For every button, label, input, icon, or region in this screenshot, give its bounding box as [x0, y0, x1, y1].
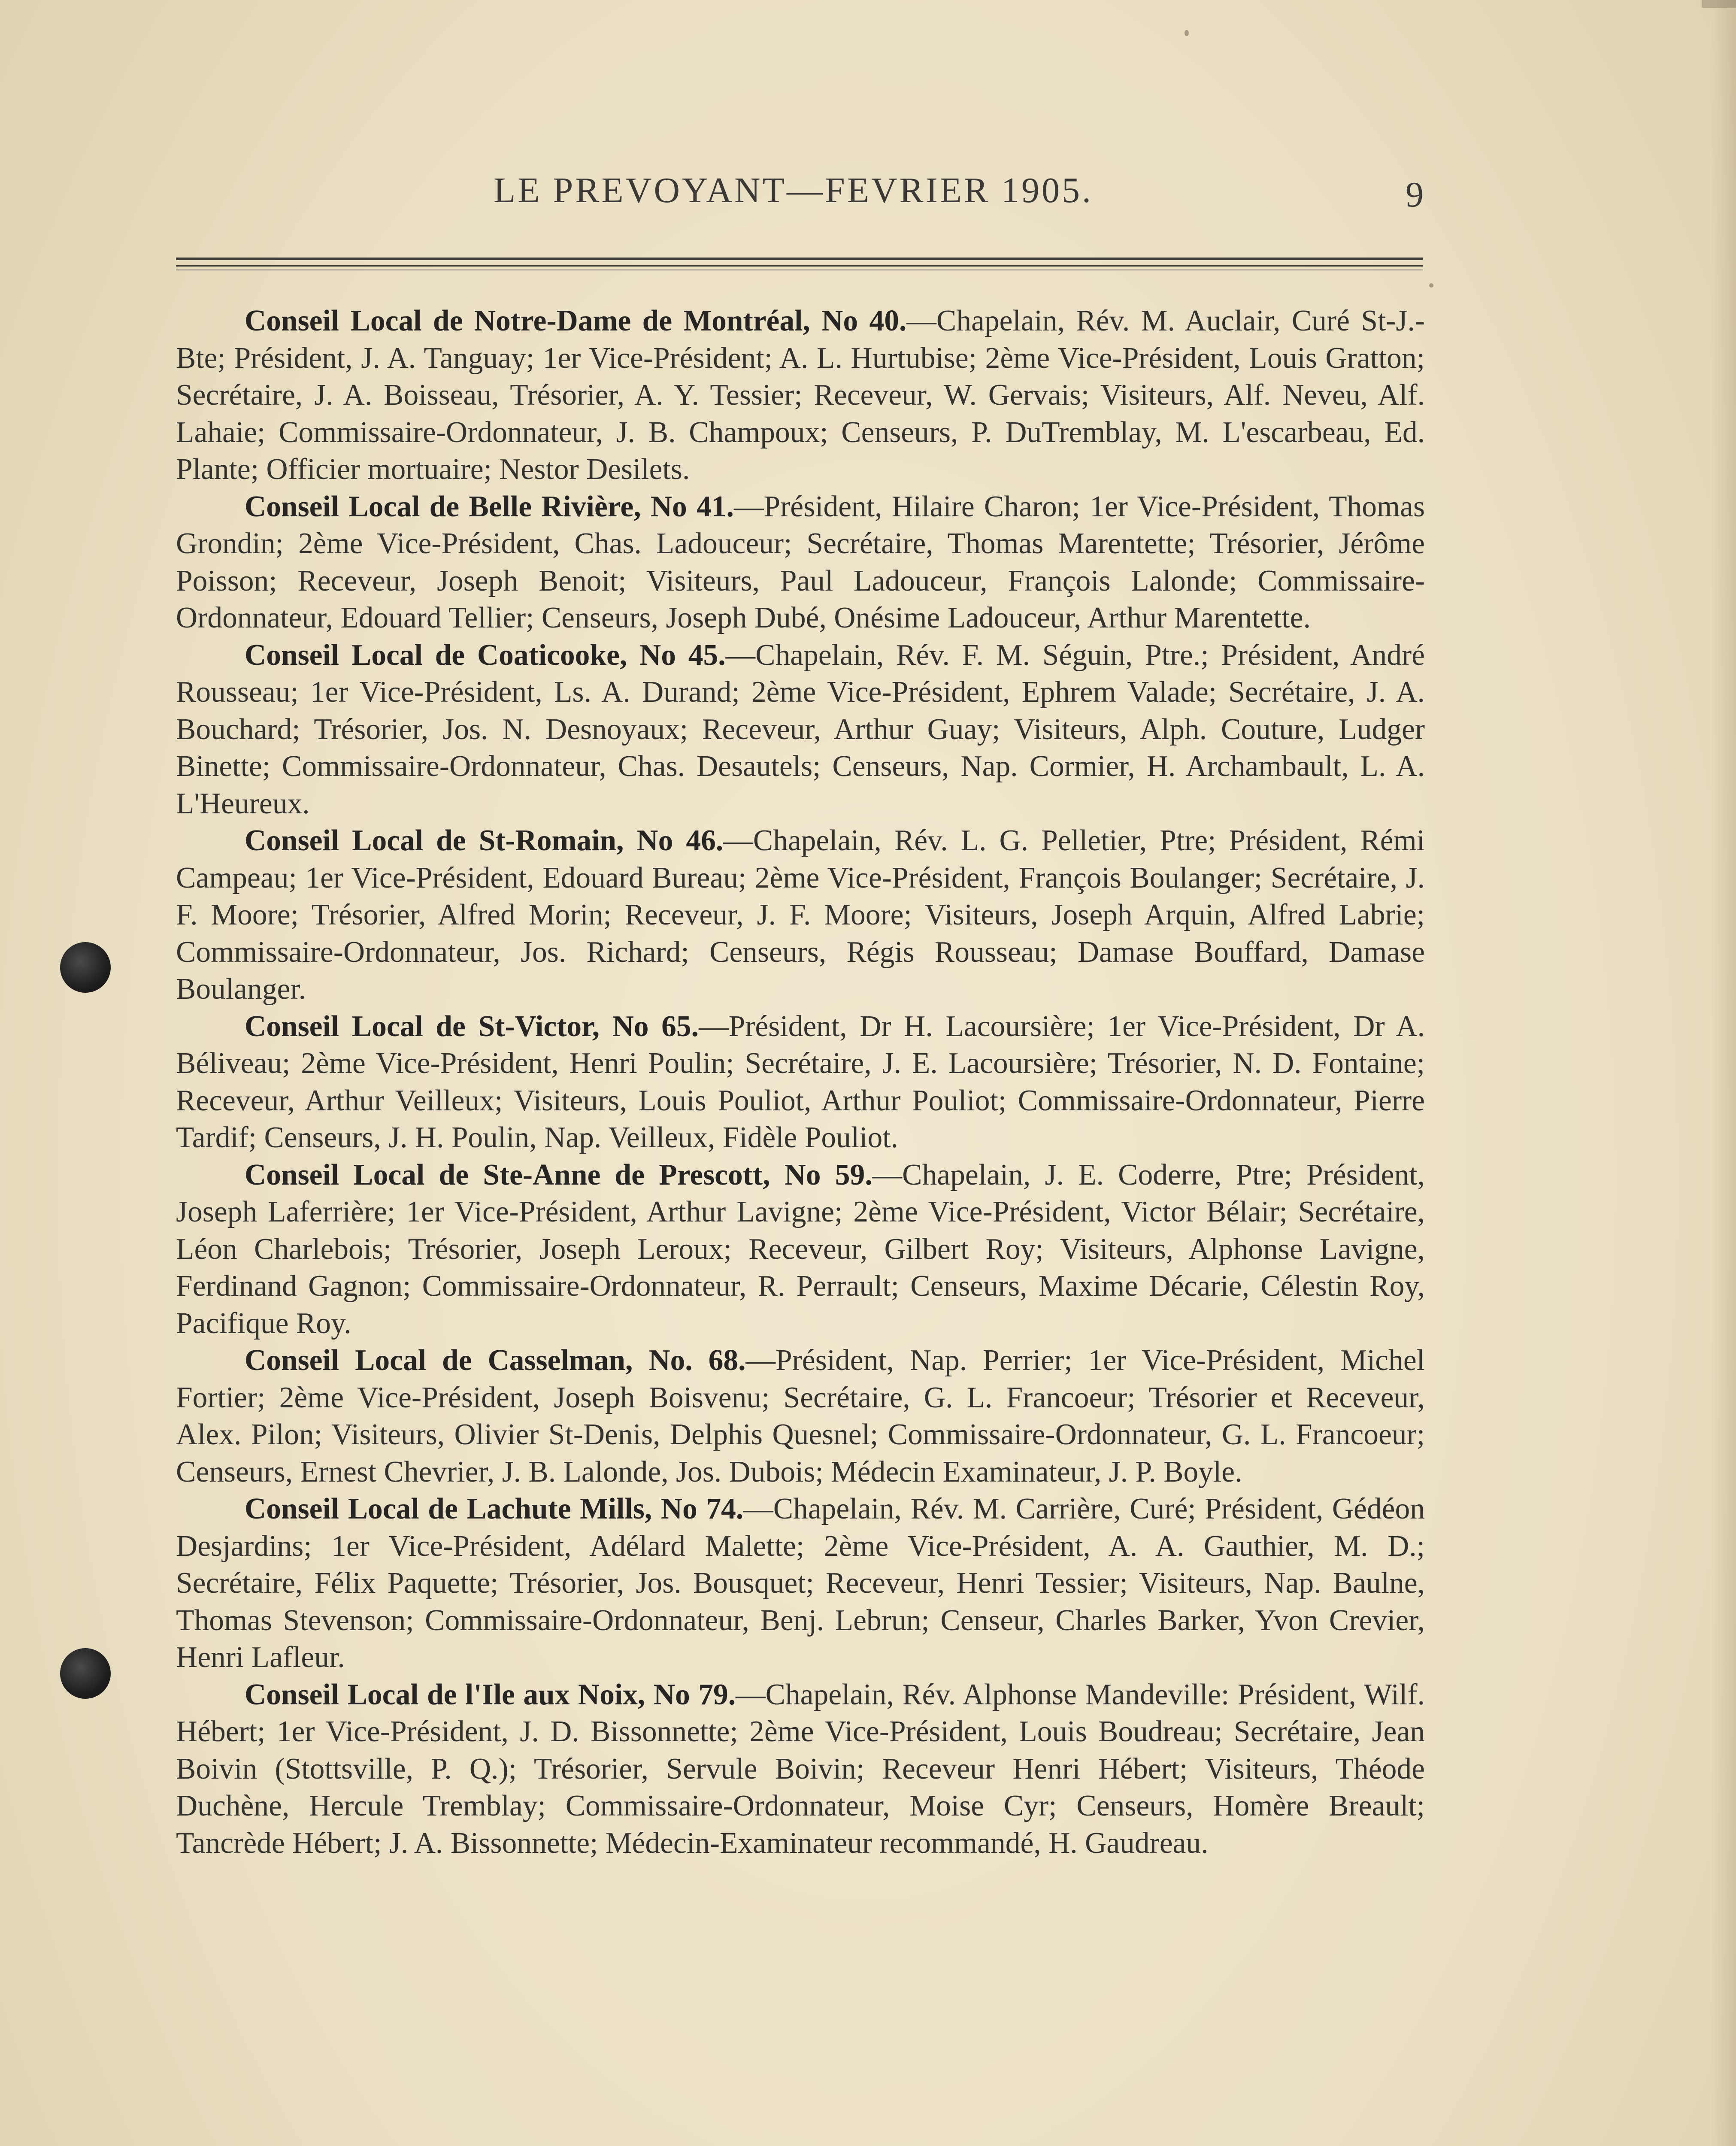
header-rule-thin — [176, 265, 1423, 267]
council-heading: Conseil Local de Belle Rivière, No 41. — [245, 490, 734, 523]
binding-punch-hole — [60, 942, 111, 993]
council-heading: Conseil Local de Casselman, No. 68. — [245, 1344, 746, 1377]
council-entry-ste-anne-de-prescott — [176, 1157, 1425, 1343]
page-number: 9 — [1406, 175, 1424, 215]
council-heading: Conseil Local de Ste-Anne de Prescott, No 59. — [245, 1158, 873, 1191]
council-officers: —Chapelain, Rév. Alphonse Mandeville: Président, Wilf. Hébert; 1er Vice-Président, J. D. Bissonnette; 2ème Vice-Président, Louis Boudreau; Secrétaire, Jean Boivin (Stottsville, P. Q.); Trésorier, Servule Boivin; Receveur Henri Hébert; Visiteurs, Théode Duchène, Hercule Tremblay; Commissaire-Ordonnateur, Moise Cyr; Censeurs, Homère Breault; Tancrède Hébert; J. A. Bissonnette; Médecin-Examinateur recommandé, H. Gaudreau. — [176, 1678, 1425, 1860]
council-heading: Conseil Local de l'Ile aux Noix, No 79. — [245, 1678, 736, 1711]
council-listing — [176, 303, 1425, 1862]
council-entry-casselman — [176, 1342, 1425, 1491]
council-heading: Conseil Local de Notre-Dame de Montréal, No 40. — [245, 304, 907, 337]
council-heading: Conseil Local de St-Romain, No 46. — [245, 824, 724, 857]
council-officers: —Président, Hilaire Charon; 1er Vice-Président, Thomas Grondin; 2ème Vice-Président, Chas. Ladouceur; Secrétaire, Thomas Marentette; Trésorier, Jérôme Poisson; Receveur, Joseph Benoit; Visiteurs, Paul Ladouceur, François Lalonde; Commissaire-Ordonnateur, Edouard Tellier; Censeurs, Joseph Dubé, Onésime Ladouceur, Arthur Marentette. — [176, 490, 1425, 634]
paper-edge-mark — [1702, 0, 1736, 8]
council-officers: —Chapelain, Rév. F. M. Séguin, Ptre.; Président, André Rousseau; 1er Vice-Président, Ls. A. Durand; 2ème Vice-Président, Ephrem Valade; Secrétaire, J. A. Bouchard; Trésorier, Jos. N. Desnoyaux; Receveur, Arthur Guay; Visiteurs, Alph. Couture, Ludger Binette; Commissaire-Ordonnateur, Chas. Desautels; Censeurs, Nap. Cormier, H. Archambault, L. A. L'Heureux. — [176, 638, 1425, 820]
council-entry-notre-dame — [176, 303, 1425, 488]
council-officers: —Président, Dr H. Lacoursière; 1er Vice-Président, Dr A. Béliveau; 2ème Vice-Président, Henri Poulin; Secrétaire, J. E. Lacoursière; Trésorier, N. D. Fontaine; Receveur, Arthur Veilleux; Visiteurs, Louis Pouliot, Arthur Pouliot; Commissaire-Ordonnateur, Pierre Tardif; Censeurs, J. H. Poulin, Nap. Veilleux, Fidèle Pouliot. — [176, 1009, 1425, 1154]
council-officers: —Chapelain, Rév. M. Carrière, Curé; Président, Gédéon Desjardins; 1er Vice-Président, Adélard Malette; 2ème Vice-Président, A. A. Gauthier, M. D.; Secrétaire, Félix Paquette; Trésorier, Jos. Bousquet; Receveur, Henri Tessier; Visiteurs, Nap. Baulne, Thomas Stevenson; Commissaire-Ordonnateur, Benj. Lebrun; Censeur, Charles Barker, Yvon Crevier, Henri Lafleur. — [176, 1492, 1425, 1674]
header-rule-thick — [176, 258, 1423, 260]
council-entry-coaticooke — [176, 637, 1425, 823]
council-officers: —Chapelain, Rév. L. G. Pelletier, Ptre; Président, Rémi Campeau; 1er Vice-Président, Edouard Bureau; 2ème Vice-Président, François Boulanger; Secrétaire, J. F. Moore; Trésorier, Alfred Morin; Receveur, J. F. Moore; Visiteurs, Joseph Arquin, Alfred Labrie; Commissaire-Ordonnateur, Jos. Richard; Censeurs, Régis Rousseau; Damase Bouffard, Damase Boulanger. — [176, 824, 1425, 1006]
paper-speck — [1429, 283, 1433, 288]
council-entry-st-victor — [176, 1008, 1425, 1157]
council-entry-belle-riviere — [176, 488, 1425, 637]
paper-speck — [1185, 30, 1189, 36]
council-entry-lachute-mills — [176, 1491, 1425, 1676]
council-heading: Conseil Local de Lachute Mills, No 74. — [245, 1492, 744, 1525]
council-heading: Conseil Local de St-Victor, No 65. — [245, 1009, 699, 1043]
council-officers: —Chapelain, Rév. M. Auclair, Curé St-J.-Bte; Président, J. A. Tanguay; 1er Vice-Président; A. L. Hurtubise; 2ème Vice-Président, Louis Gratton; Secrétaire, J. A. Boisseau, Trésorier, A. Y. Tessier; Receveur, W. Gervais; Visiteurs, Alf. Neveu, Alf. Lahaie; Commissaire-Ordonnateur, J. B. Champoux; Censeurs, P. DuTremblay, M. L'escarbeau, Ed. Plante; Officier mortuaire; Nestor Desilets. — [176, 304, 1425, 486]
binding-punch-hole — [60, 1648, 111, 1699]
council-officers: —Chapelain, J. E. Coderre, Ptre; Président, Joseph Laferrière; 1er Vice-Président, Arthur Lavigne; 2ème Vice-Président, Victor Bélair; Secrétaire, Léon Charlebois; Trésorier, Joseph Leroux; Receveur, Gilbert Roy; Visiteurs, Alphonse Lavigne, Ferdinand Gagnon; Commissaire-Ordonnateur, R. Perrault; Censeurs, Maxime Décarie, Célestin Roy, Pacifique Roy. — [176, 1158, 1425, 1340]
running-title: LE PREVOYANT—FEVRIER 1905. — [494, 170, 1094, 210]
council-entry-ile-aux-noix — [176, 1676, 1425, 1862]
council-entry-st-romain — [176, 822, 1425, 1008]
council-officers: —Président, Nap. Perrier; 1er Vice-Président, Michel Fortier; 2ème Vice-Président, Joseph Boisvenu; Secrétaire, G. L. Francoeur; Trésorier et Receveur, Alex. Pilon; Visiteurs, Olivier St-Denis, Delphis Quesnel; Commissaire-Ordonnateur, G. L. Francoeur; Censeurs, Ernest Chevrier, J. B. Lalonde, Jos. Dubois; Médecin Examinateur, J. P. Boyle. — [176, 1344, 1425, 1488]
council-heading: Conseil Local de Coaticooke, No 45. — [245, 638, 726, 672]
page-edge-shadow — [1710, 0, 1736, 2146]
